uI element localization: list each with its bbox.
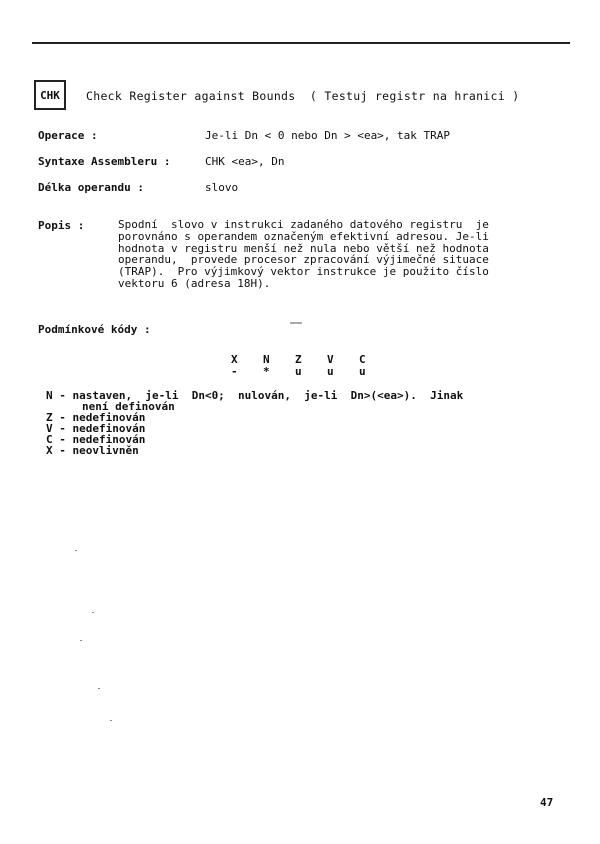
scan-speck [75, 550, 77, 551]
field-label-syntaxe: Syntaxe Assembleru : [38, 155, 171, 168]
legend-item-v: V - nedefinován [46, 422, 146, 435]
page-number: 47 [540, 796, 554, 809]
popis-line: porovnáno s operandem označeným efektivní adresou. Je-li [118, 229, 489, 243]
flag-v-value: u [326, 365, 334, 378]
popis-text [118, 219, 578, 290]
flag-v: V [326, 353, 334, 366]
popis-label: Popis : [38, 219, 85, 232]
popis-line: Spodní slovo v instrukci zadaného datového registru je [118, 218, 489, 231]
legend-item-n-cont: není definován [82, 400, 175, 413]
field-value-operace: Je-li Dn < 0 nebo Dn > <ea>, tak TRAP [205, 129, 451, 142]
popis-line: (TRAP). Pro výjimkový vektor instrukce je použito číslo [118, 265, 489, 279]
legend-item-n: N - nastaven, je-li Dn<0; nulován, je-li Dn>(<ea>). Jinak [46, 389, 464, 402]
scan-speck [110, 720, 112, 721]
condition-codes-label: Podmínkové kódy : [38, 323, 151, 336]
field-value-delka: slovo [205, 181, 239, 194]
scan-speck [98, 688, 100, 689]
scan-mark [290, 322, 302, 324]
scan-speck [80, 640, 82, 641]
field-label-operace: Operace : [38, 129, 98, 142]
flag-x: X [230, 353, 238, 366]
legend-item-c: C - nedefinován [46, 433, 146, 446]
top-rule [32, 42, 570, 44]
flag-n: N [262, 353, 270, 366]
mnemonic: CHK [40, 88, 60, 102]
condition-values [205, 352, 378, 378]
field-label-delka: Délka operandu : [38, 181, 144, 194]
field-value-syntaxe: CHK <ea>, Dn [205, 155, 285, 168]
scan-speck [92, 612, 94, 613]
legend-item-z: Z - nedefinován [46, 411, 146, 424]
mnemonic-box [34, 80, 66, 110]
flag-legend [46, 390, 463, 456]
flag-z: Z [294, 353, 302, 366]
popis-line: operandu, provede procesor zpracování výjimečné situace [118, 253, 489, 267]
flag-x-value: - [230, 365, 238, 378]
flag-z-value: u [294, 365, 302, 378]
popis-line: hodnota v registru menší než nula nebo větší než hodnota [118, 241, 489, 255]
popis-line: vektoru 6 (adresa 18H). [118, 276, 271, 290]
legend-item-x: X - neovlivněn [46, 444, 139, 457]
flag-c: C [358, 353, 366, 366]
instruction-title: Check Register against Bounds ( Testuj registr na hranici ) [86, 89, 520, 103]
flag-n-value: * [262, 365, 270, 378]
flag-c-value: u [358, 365, 366, 378]
